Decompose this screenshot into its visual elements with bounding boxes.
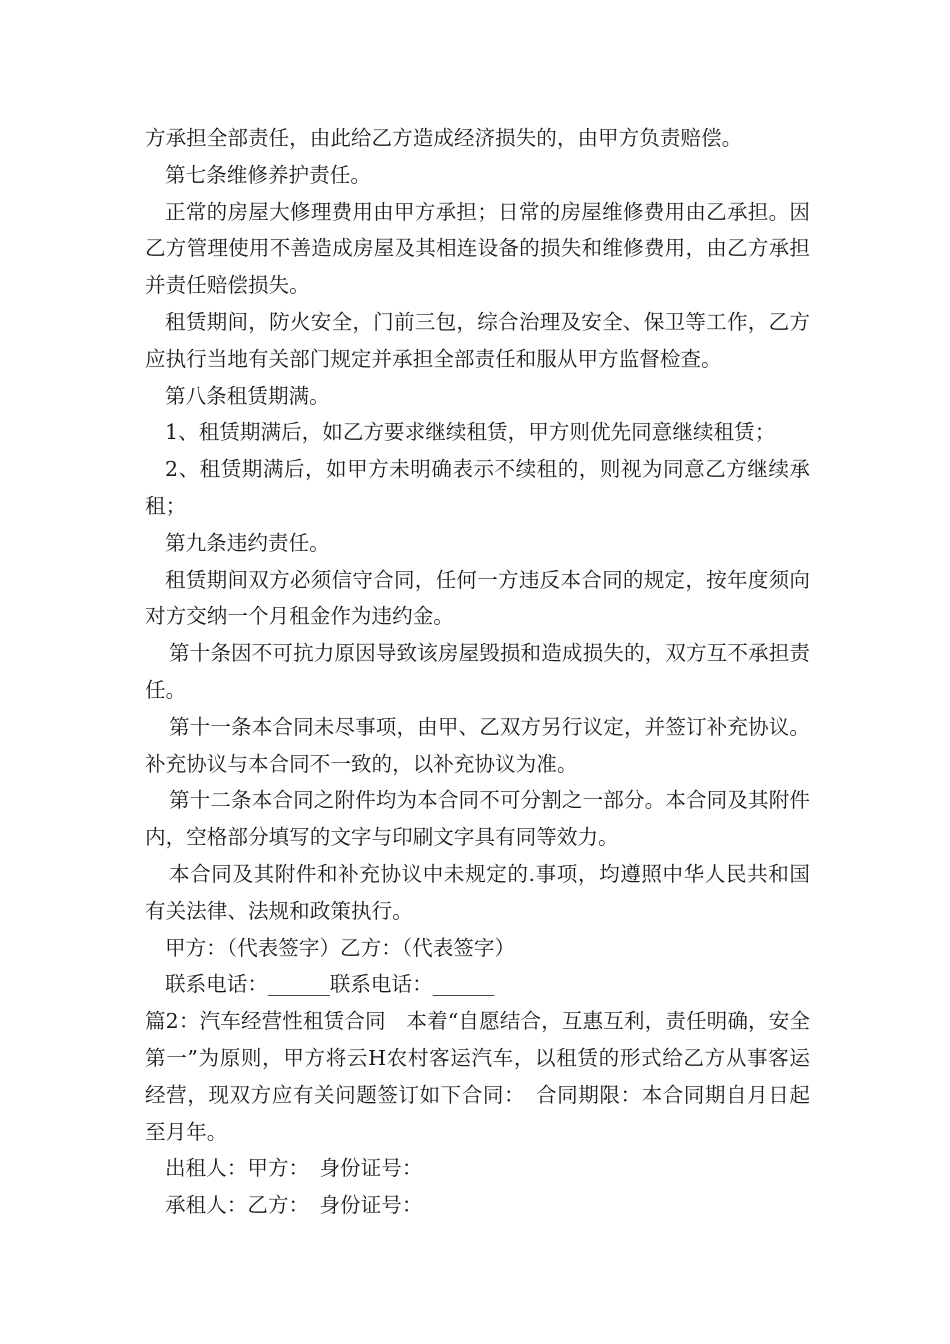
paragraph-applicable-law: 本合同及其附件和补充协议中未规定的.事项，均遵照中华人民共和国有关法律、法规和政策执行。 (145, 861, 810, 923)
heading-article-7: 第七条维修养护责任。 (165, 162, 371, 187)
signature-line: 甲方：（代表签字）乙方：（代表签字） (165, 935, 516, 960)
paragraph-article-12: 第十二条本合同之附件均为本合同不可分割之一部分。本合同及其附件内，空格部分填写的文字与印刷文字具有同等效力。 (145, 788, 810, 850)
lessee-line: 承租人：乙方： 身份证号： (165, 1193, 423, 1218)
lessor-line: 出租人：甲方： 身份证号： (165, 1156, 423, 1181)
paragraph-repair-costs: 正常的房屋大修理费用由甲方承担；日常的房屋维修费用由乙承担。因乙方管理使用不善造成房屋及其相连设备的损失和维修费用，由乙方承担并责任赔偿损失。 (145, 199, 810, 298)
heading-article-9: 第九条违约责任。 (165, 530, 330, 555)
paragraph-part-2-intro: 篇2：汽车经营性租赁合同 本着“自愿结合，互惠互利，责任明确，安全第一”为原则，甲方将云H农村客运汽车，以租赁的形式给乙方从事客运经营，现双方应有关问题签订如下合同： 合同期限：本合同期自月日起至月年。 (145, 1009, 810, 1144)
document-body (145, 120, 810, 1224)
paragraph-safety-duties: 租赁期间，防火安全，门前三包，综合治理及安全、保卫等工作，乙方应执行当地有关部门规定并承担全部责任和服从甲方监督检查。 (145, 309, 810, 371)
list-item-renewal-1: 1、租赁期满后，如乙方要求继续租赁，甲方则优先同意继续租赁； (165, 420, 776, 445)
list-item-renewal-2: 2、租赁期满后，如甲方未明确表示不续租的，则视为同意乙方继续承租； (145, 457, 810, 518)
heading-article-8: 第八条租赁期满。 (165, 383, 330, 408)
paragraph-article-11: 第十一条本合同未尽事项，由甲、乙双方另行议定，并签订补充协议。补充协议与本合同不一致的，以补充协议为准。 (145, 714, 810, 776)
paragraph-liability-end: 方承担全部责任，由此给乙方造成经济损失的，由甲方负责赔偿。 (145, 126, 743, 150)
contact-phone-line: 联系电话：______联系电话：______ (165, 972, 495, 997)
paragraph-breach-penalty: 租赁期间双方必须信守合同，任何一方违反本合同的规定，按年度须向对方交纳一个月租金作为违约金。 (145, 567, 810, 629)
paragraph-article-10: 第十条因不可抗力原因导致该房屋毁损和造成损失的，双方互不承担责任。 (145, 641, 810, 702)
